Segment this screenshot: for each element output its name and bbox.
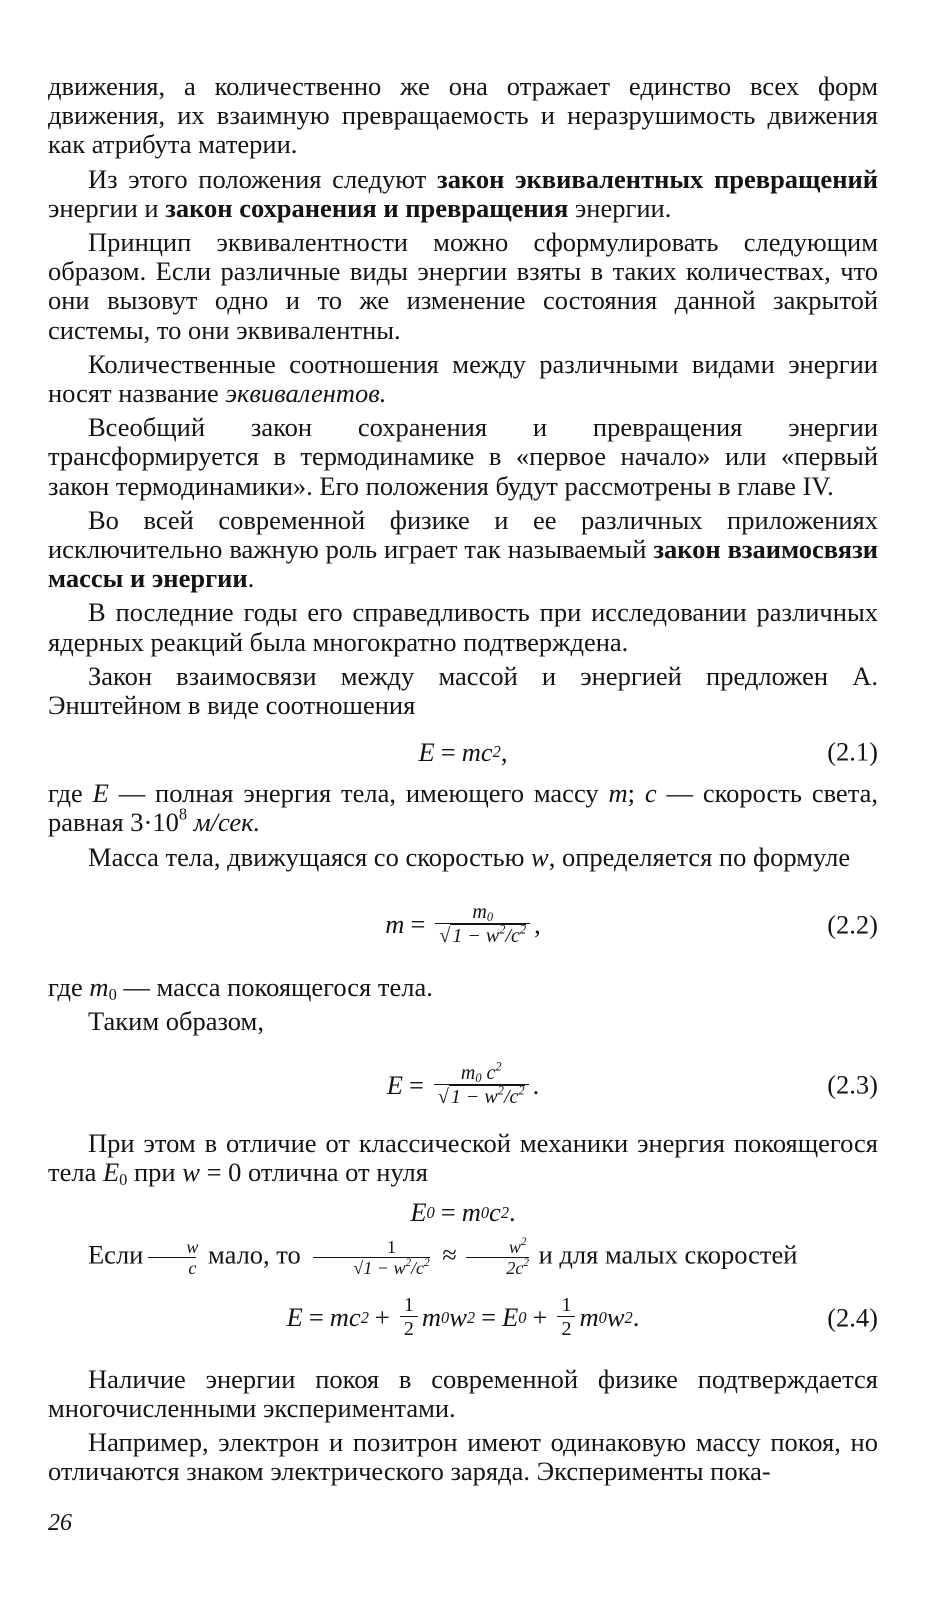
paragraph: Всеобщий закон сохранения и превращения энергии трансформируется в термодинамике в «первое начало» или «первый закон термодинамики». Его положения будут рассмотрены в главе IV.	[48, 412, 878, 501]
equation-rest-energy: E 0 = m 0 c 2 .	[410, 1197, 516, 1228]
equation-2-1: E = mc 2 , (2.1)	[418, 736, 878, 767]
italic-term: эквивалентов.	[225, 378, 387, 409]
bold-term: закон эквивалентных превращений	[437, 163, 878, 194]
paragraph: Таким образом,	[88, 1006, 264, 1037]
page-number: 26	[48, 1510, 72, 1536]
paragraph: Например, электрон и позитрон имеют одинаковую массу покоя, но отличаются знаком электрического заряда. Эксперименты пока-	[48, 1427, 878, 1487]
paragraph: Масса тела, движущаяся со скоростью w, определяется по формуле	[88, 841, 851, 872]
equation-number: (2.4)	[827, 1302, 878, 1333]
bold-term: закон взаимосвязи массы и энергии	[48, 534, 879, 594]
equation-number: (2.2)	[827, 909, 878, 940]
paragraph: где E — полная энергия тела, имеющего массу m; c — скорость света, равная $3\cdot 10^8$ м/сек.	[48, 778, 878, 838]
paragraph: Закон взаимосвязи между массой и энергией предложен А. Энштейном в виде соотношения	[48, 660, 878, 721]
page-text	[48, 72, 878, 1492]
equation-number: (2.3)	[827, 1069, 878, 1100]
bold-term: закон сохранения и превращения	[165, 192, 569, 223]
paragraph: где $m_0$ — масса покоящегося тела.	[48, 971, 433, 1004]
paragraph: В последние годы его справедливость при исследовании различных ядерных реакций была многократно подтверждена.	[48, 597, 878, 657]
equation-number: (2.1)	[827, 736, 878, 767]
paragraph: движения, а количественно же она отражает единство всех форм движения, их взаимную превращаемость и неразрушимость движения как атрибута материи.	[48, 71, 878, 160]
paragraph: Наличие энергии покоя в современной физике подтверждается многочисленными экспериментами.	[48, 1363, 878, 1423]
paragraph: Из этого положения следуют закон эквивалентных превращений энергии и закон сохранения и превращения энергии.	[48, 163, 878, 223]
paragraph: При этом в отличие от классической механики энергия покоящегося тела $E_0$ при w = 0 отлична от нуля	[48, 1128, 878, 1190]
equation-2-3: E = $\frac{m_0 c^2}{√ 1 - w^2/c^2}$ . (2.3)	[386, 1059, 878, 1108]
paragraph: Если $\frac{w}{c}$ мало, то $\frac{1}{√1 - w^2/c^2}$ ≈ $\frac{w^2}{2c^2}$ и для малых скоростей	[88, 1235, 798, 1278]
equation-2-2: m = $\frac{m_0}{√ 1 - w^2/c^2}$ , (2.2)	[385, 901, 878, 948]
paragraph: Во всей современной физике и ее различных приложениях исключительно важную роль играет так называемый закон взаимосвязи массы и энергии.	[48, 504, 879, 594]
paragraph: Количественные соотношения между различными видами энергии носят название эквивалентов.	[48, 348, 878, 409]
paragraph: Принцип эквивалентности можно сформулировать следующим образом. Если различные виды энергии взяты в таких количествах, что они вызовут одно и то же изменение состояния данной закрытой системы, то они эквивалентны.	[48, 227, 878, 345]
equation-2-4: E = mc 2 + $\frac{1}{2}$ m 0 w 2 = E 0 + $\frac{1}{2}$ m 0 w 2 . (2.4)	[286, 1294, 878, 1341]
